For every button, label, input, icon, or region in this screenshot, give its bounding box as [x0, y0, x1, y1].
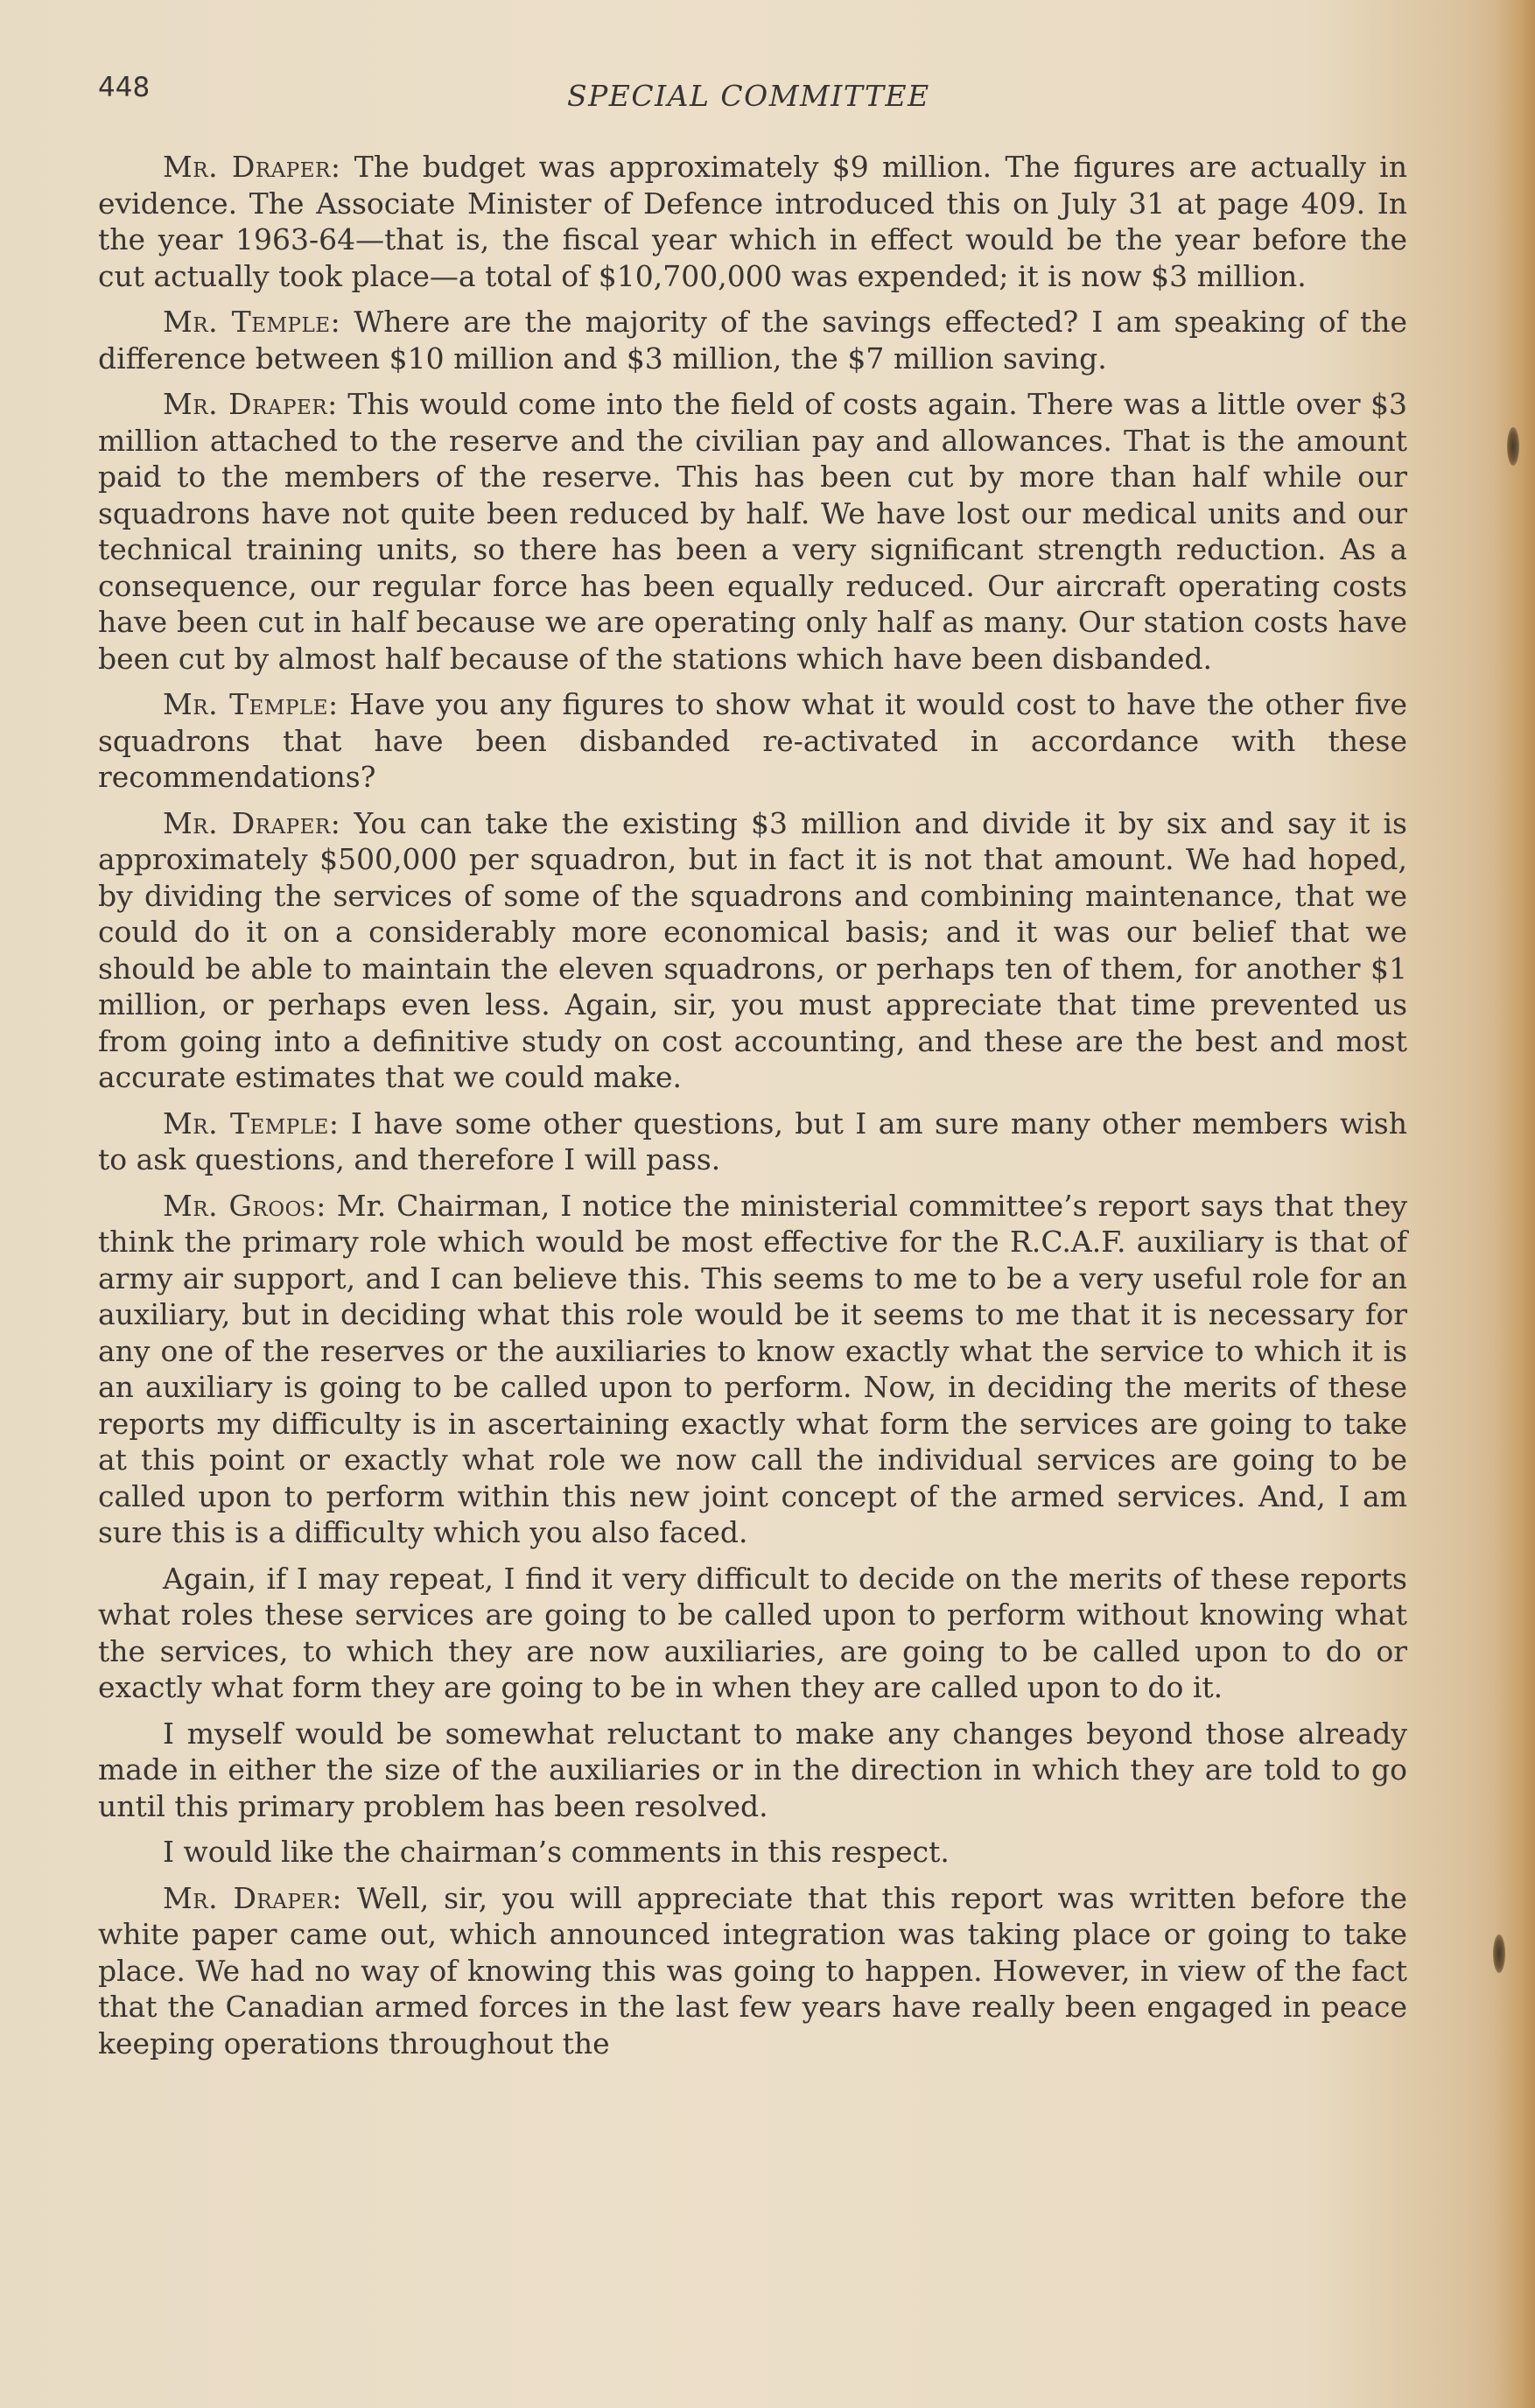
paragraph-text: I would like the chairman’s comments in this respect. [163, 1835, 950, 1869]
paragraph [98, 686, 1407, 796]
paragraph [98, 1880, 1407, 2062]
body-text [98, 149, 1407, 2071]
paragraph-text: I have some other questions, but I am sure many other members wish to ask questions, and therefore I will pass. [98, 1106, 1407, 1176]
page-number: 448 [98, 72, 151, 103]
speaker-name: Mr. Temple: [163, 687, 339, 721]
paragraph [98, 1188, 1407, 1551]
speaker-name: Mr. Groos: [163, 1188, 326, 1223]
speaker-name: Mr. Draper: [163, 805, 341, 840]
paragraph-text: You can take the existing $3 million and divide it by six and say it is approximately $500,000 per squadron, but in fact it is not that amount. We had hoped, by dividing the services of some of the squadrons and combining maintenance, that we could do it on a considerably more economical basis; and it was our belief that we should be able to maintain the eleven squadrons, or perhaps ten of them, for another $1 million, or perhaps even less. Again, sir, you must appreciate that time prevented us from going into a definitive study on cost accounting, and these are the best and most accurate estimates that we could make. [98, 805, 1407, 1094]
paragraph-text: Well, sir, you will appreciate that this report was written before the white paper came out, which announced integration was taking place or going to take place. We had no way of knowing this was going to happen. However, in view of the fact that the Canadian armed forces in the last few years have really been engaged in peace keeping operations throughout the [98, 1880, 1407, 2060]
speaker-name: Mr. Temple: [163, 1106, 340, 1141]
paragraph-text: Mr. Chairman, I notice the ministerial committee’s report says that they think the primary role which would be most effective for the R.C.A.F. auxiliary is that of army air support, and I can believe this. This seems to me to be a very useful role for an auxiliary, but in deciding what this role would be it seems to me that it is necessary for any one of the reserves or the auxiliaries to know exactly what the service to which it is an auxiliary is going to be called upon to perform. Now, in deciding the merits of these reports my difficulty is in ascertaining exactly what form the services are going to take at this point or exactly what role we now call the individual services are going to be called upon to perform within this new joint concept of the armed services. And, I am sure this is a difficulty which you also faced. [98, 1188, 1407, 1549]
paragraph-text: Where are the majority of the savings effected? I am speaking of the difference between $10 million and $3 million, the $7 million saving. [98, 305, 1408, 376]
paragraph-text: The budget was approximately $9 million. The figures are actually in evidence. The Associate Minister of Defence introduced this on July 31 at page 409. In the year 1963-64—that is, the fiscal year which in effect would be the year before the cut actually took place—a total of $10,700,000 was expended; it is now $3 million. [98, 150, 1407, 293]
paragraph [98, 1716, 1407, 1825]
paragraph [98, 805, 1407, 1096]
page-header [98, 72, 1407, 124]
paragraph [98, 386, 1407, 677]
binding-hole-top [1507, 427, 1519, 466]
speaker-name: Mr. Draper: [163, 1880, 343, 1915]
binding-hole-bottom [1493, 1934, 1505, 1973]
speaker-name: Mr. Draper: [163, 387, 338, 421]
paragraph-text: Again, if I may repeat, I find it very difficult to decide on the merits of these reports what roles these services are going to be called upon to perform without knowing what the services, to which they are now auxiliaries, are going to be called upon to do or exactly what form they are going to be in when they are called upon to do it. [98, 1561, 1407, 1704]
speaker-name: Mr. Temple: [163, 305, 341, 339]
paragraph-text: This would come into the field of costs again. There was a little over $3 million attached to the reserve and the civilian pay and allowances. That is the amount paid to the members of the reserve. This has been cut by more than half while our squadrons have not quite been reduced by half. We have lost our medical units and our technical training units, so there has been a very significant strength reduction. As a consequence, our regular force has been equally reduced. Our aircraft operating costs have been cut in half because we are operating only half as many. Our station costs have been cut by almost half because of the stations which have been disbanded. [98, 387, 1407, 676]
running-head: SPECIAL COMMITTEE [567, 79, 930, 113]
paragraph-text: I myself would be somewhat reluctant to make any changes beyond those already made in either the size of the auxiliaries or in the direction in which they are told to go until this primary problem has been resolved. [98, 1716, 1407, 1823]
paragraph [98, 1106, 1407, 1178]
paragraph [98, 304, 1407, 376]
page-edge-shadow [1500, 0, 1535, 2408]
paragraph-text: Have you any figures to show what it would cost to have the other five squadrons that have been disbanded re-activated in accordance with these recommendations? [98, 687, 1408, 794]
speaker-name: Mr. Draper: [163, 150, 341, 184]
paragraph [98, 1834, 1407, 1871]
paragraph [98, 149, 1407, 294]
paragraph [98, 1561, 1407, 1706]
